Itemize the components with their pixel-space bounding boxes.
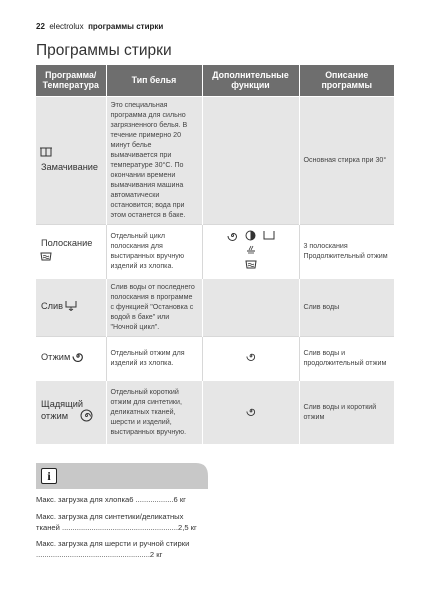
program-cell: [36, 96, 106, 224]
programs-table: [36, 65, 394, 444]
table-row: [36, 96, 394, 224]
table-header-row: [36, 65, 394, 96]
description-cell: Слив воды и продолжительный отжим: [299, 336, 394, 380]
fabric-cell: Отдельный короткий отжим для синтетики, деликатных тканей, шерсти и изделий, выстиранных вручную.: [106, 380, 202, 444]
half-load-icon: [245, 230, 256, 244]
functions-cell: [202, 224, 299, 278]
table-row: [36, 278, 394, 336]
rinse-hold-icon: [263, 230, 275, 243]
info-bar: [36, 463, 208, 489]
rinse-icon: [40, 250, 102, 264]
spin-icon: [246, 410, 256, 418]
load-item-synthetics: Макс. загрузка для синтетики/деликатных тканей .......................................................2,5 кг: [36, 511, 197, 532]
rinse-icon: [245, 259, 257, 272]
program-cell: [36, 278, 106, 336]
description-cell: Слив воды и короткий отжим: [299, 380, 394, 444]
spin-icon: [246, 355, 256, 363]
functions-cell: [202, 278, 299, 336]
soak-icon: [40, 146, 102, 160]
program-name: Отжим: [41, 351, 71, 362]
fabric-cell: Отдельный отжим для изделий из хлопка.: [106, 336, 202, 380]
page-header: [36, 22, 163, 31]
program-name: Щадящий отжим: [41, 399, 83, 422]
brand-name: electrolux: [49, 22, 84, 31]
program-cell: [36, 380, 106, 444]
fabric-cell: Это специальная программа для сильно загрязненного белья. В течение примерно 20 минут белье вымачивается при температуре 30°C. По окончании времени вымачивания машина автоматически остановится; вода при этом останется в баке.: [106, 96, 202, 224]
functions-cell: [202, 380, 299, 444]
fabric-cell: Слив воды от последнего полоскания в программе с функцией "Остановка с водой в баке" или "Ночной цикл".: [106, 278, 202, 336]
program-name: Слив: [41, 300, 64, 311]
description-cell: Основная стирка при 30°: [299, 96, 394, 224]
load-item-cotton: Макс. загрузка для хлопка6 ..................6 кг: [36, 495, 186, 504]
extra-rinse-icon: [245, 245, 257, 258]
gentle-spin-icon: [80, 409, 93, 425]
info-icon: i: [41, 468, 57, 484]
functions-cell: [202, 336, 299, 380]
table-row: [36, 380, 394, 444]
program-name: Замачивание: [41, 162, 99, 173]
column-header-functions: Дополнительные функции: [202, 65, 299, 96]
section-name: программы стирки: [88, 22, 164, 31]
fabric-cell: Отдельный цикл полоскания для выстиранных вручную изделий из хлопка.: [106, 224, 202, 278]
program-name: Полоскание: [41, 237, 93, 248]
spin-icon: [227, 230, 238, 244]
column-header-fabric: Тип белья: [106, 65, 202, 96]
page-title: Программы стирки: [36, 42, 172, 59]
table-row: [36, 224, 394, 278]
drain-icon: [65, 300, 77, 314]
column-header-description: Описание программы: [299, 65, 394, 96]
program-cell: [36, 224, 106, 278]
description-cell: Слив воды: [299, 278, 394, 336]
spin-icon: [72, 350, 84, 365]
functions-cell: [202, 96, 299, 224]
max-load-list: [36, 495, 208, 567]
load-item-wool: Макс. загрузка для шерсти и ручной стирки ......................................................2 кг: [36, 539, 190, 560]
page-number: 22: [36, 22, 45, 31]
program-cell: [36, 336, 106, 380]
column-header-program: Программа/ Температура: [36, 65, 106, 96]
table-row: [36, 336, 394, 380]
description-cell: 3 полоскания Продолжительный отжим: [299, 224, 394, 278]
